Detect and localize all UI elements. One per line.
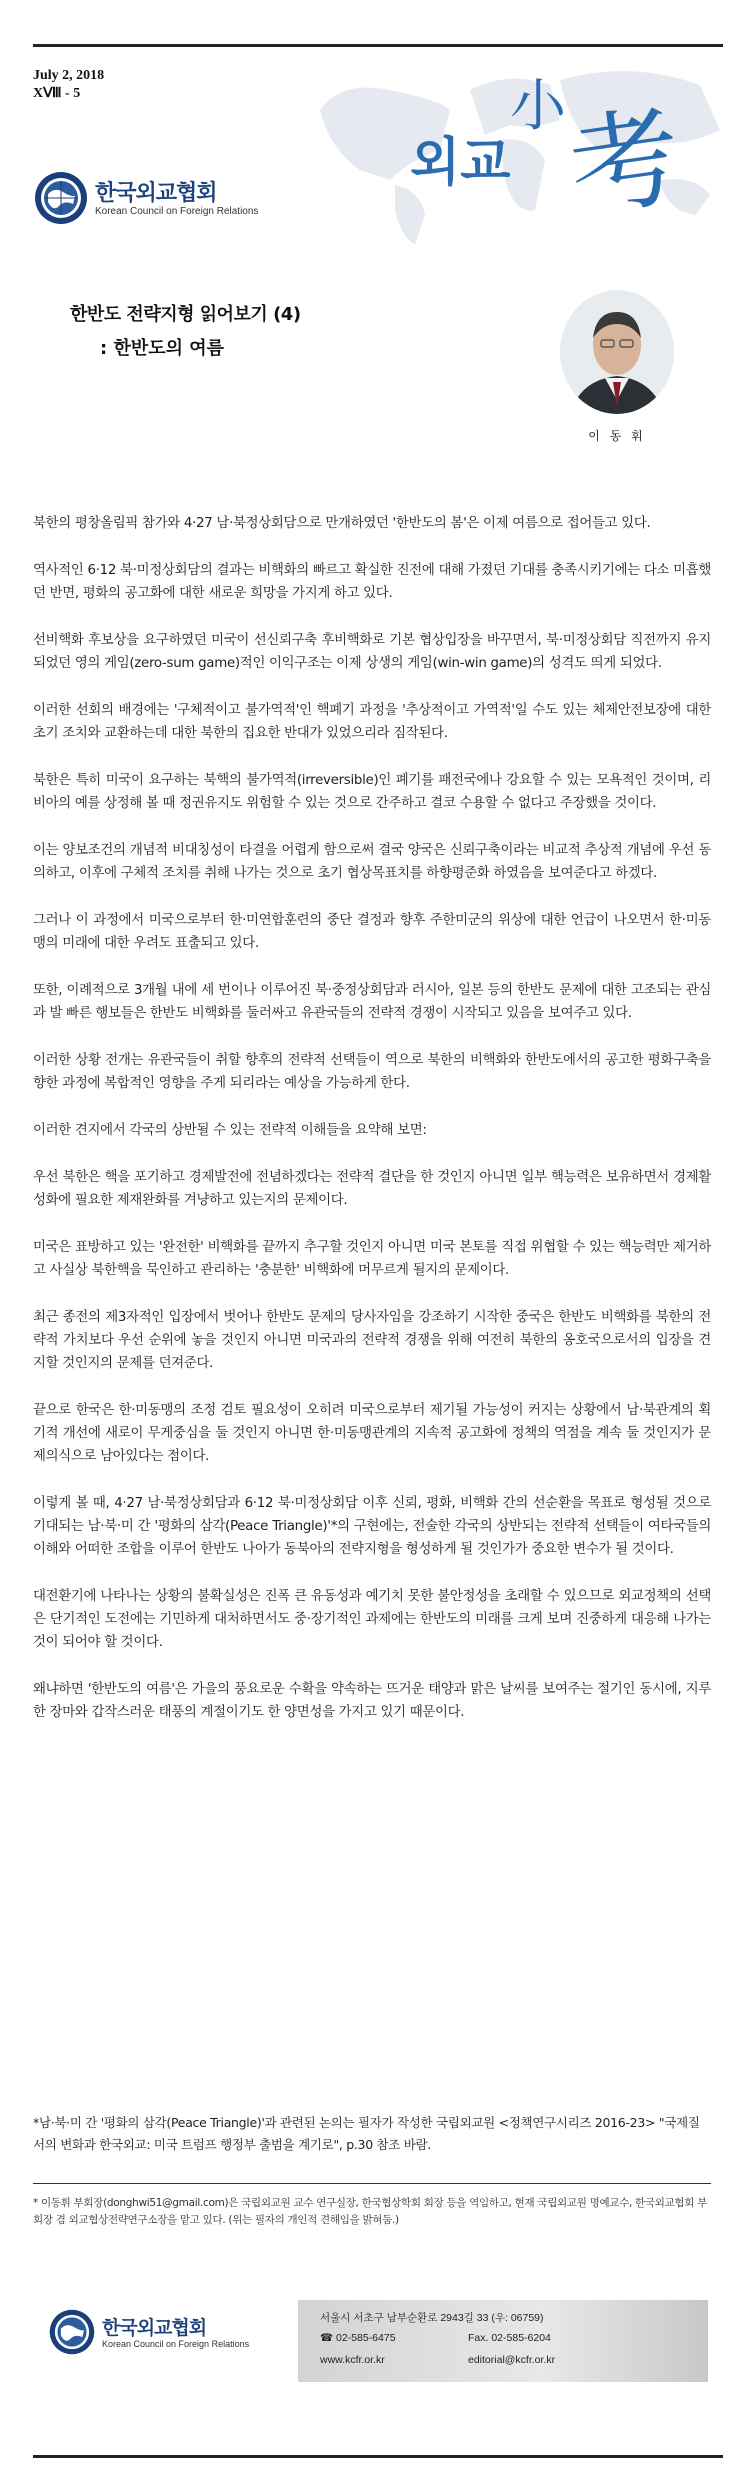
footer-website-link[interactable]: www.kcfr.or.kr: [320, 2354, 385, 2366]
author-portrait: [560, 290, 674, 414]
body-paragraph: 그러나 이 과정에서 미국으로부터 한·미연합훈련의 중단 결정과 향후 주한미군의 위상에 대한 언급이 나오면서 한·미동맹의 미래에 대한 우려도 표출되고 있다.: [33, 913, 711, 951]
body-paragraph: 최근 종전의 제3자적인 입장에서 벗어나 한반도 문제의 당사자임을 강조하기 시작한 중국은 한반도 비핵화를 북한의 전략적 가치보다 우선 순위에 놓을 것인지 아니면 미국과의 전략적 경쟁을 위해 여전히 북한의 옹호국으로서의 입장을 견지할 것인지의 문제를 던져준다.: [33, 1310, 711, 1371]
body-paragraph: 이러한 선회의 배경에는 '구체적이고 불가역적'인 핵폐기 과정을 '추상적이고 가역적'일 수도 있는 체제안전보장에 대한 초기 조치와 교환하는데 대한 북한의 집요한 반대가 있었으리라 짐작된다.: [33, 703, 711, 741]
body-paragraph: 북한은 특히 미국이 요구하는 북핵의 불가역적(irreversible)인 폐기를 패전국에나 강요할 수 있는 모욕적인 것이며, 리비아의 예를 상정해 볼 때 정권유지도 위험할 수 있는 것으로 간주하고 결코 수용할 수 없다고 주장했을 것이다.: [33, 773, 711, 811]
article-title-line1: 한반도 전략지형 읽어보기 (4): [70, 304, 301, 325]
footer-contact-box: [298, 2300, 708, 2382]
footer-tel: ☎ 02-585-6475: [320, 2332, 396, 2344]
author-photo: [560, 290, 674, 414]
banner-korean-label: 외교: [410, 133, 511, 193]
body-paragraph: 역사적인 6·12 북·미정상회담의 결과는 비핵화의 빠르고 확실한 진전에 대해 가졌던 기대를 충족시키기에는 다소 미흡했던 반면, 평화의 공고화에 대한 새로운 희망을 가지게 하고 있다.: [33, 563, 711, 601]
body-paragraph: 이러한 상황 전개는 유관국들이 취할 향후의 전략적 선택들이 역으로 북한의 비핵화와 한반도에서의 공고한 평화구축을 향한 과정에 복합적인 영향을 주게 되리라는 예상을 가능하게 한다.: [33, 1053, 711, 1091]
body-paragraph: 북한의 평창올림픽 참가와 4·27 남·북정상회담으로 만개하였던 '한반도의 봄'은 이제 여름으로 접어들고 있다.: [33, 516, 651, 531]
article-title-line2: : 한반도의 여름: [100, 338, 225, 359]
banner-small-calligraphy: 小: [510, 74, 566, 139]
banner-kao-calligraphy: 考: [561, 91, 689, 234]
org-logo: [33, 170, 293, 230]
body-paragraph: 우선 북한은 핵을 포기하고 경제발전에 전념하겠다는 전략적 결단을 한 것인지 아니면 일부 핵능력은 보유하면서 경제활성화에 필요한 제재완화를 겨냥하고 있는지의 문제이다.: [33, 1170, 711, 1208]
body-paragraph: 또한, 이례적으로 3개월 내에 세 번이나 이루어진 북·중정상회담과 러시아, 일본 등의 한반도 문제에 대한 고조되는 관심과 발 빠른 행보들은 한반도 비핵화를 둘러싸고 유관국들의 전략적 경쟁이 시작되고 있음을 보여주고 있다.: [33, 983, 711, 1021]
article-title: [70, 300, 530, 360]
footer-globe-emblem-icon: [48, 2308, 96, 2356]
world-map-background: [300, 40, 744, 255]
org-name-korean: 한국외교협회: [95, 181, 217, 206]
footer-email-link[interactable]: editorial@kcfr.or.kr: [468, 2354, 556, 2366]
footer-org-logo: [48, 2308, 308, 2368]
article-body: [33, 512, 711, 1748]
author-bio: * 이동휘 부회장(donghwi51@gmail.com)은 국립외교원 교수 연구실장, 한국협상학회 회장 등을 역임하고, 현재 국립외교원 명예교수, 한국외교협회 부회장 겸 외교협상전략연구소장을 맡고 있다. (위는 필자의 개인적 견해임을 밝혀둠.): [33, 2197, 707, 2226]
bottom-rule: [33, 2455, 723, 2458]
footer-address: 서울시 서초구 남부순환로 2943길 33 (우: 06759): [320, 2312, 544, 2324]
org-name-english: Korean Council on Foreign Relations: [95, 206, 259, 217]
body-paragraph: 끝으로 한국은 한·미동맹의 조정 검토 필요성이 오히려 미국으로부터 제기될 가능성이 커지는 상황에서 남·북관계의 획기적 개선에 새로이 무게중심을 둘 것인지 아니면 한·미동맹관계의 지속적 공고화에 정책의 역점을 계속 둘 것인지가 문제의식으로 남아있다는 점이다.: [33, 1403, 711, 1464]
footer-org-name-english: Korean Council on Foreign Relations: [102, 2339, 250, 2349]
footer-org-name-korean: 한국외교협회: [102, 2317, 207, 2339]
body-paragraph: 이렇게 볼 때, 4·27 남·북정상회담과 6·12 북·미정상회담 이후 신뢰, 평화, 비핵화 간의 선순환을 목표로 형성될 것으로 기대되는 남·북·미 간 '평화의 삼각(Peace Triangle)'*의 구현에는, 전술한 각국의 상반되는 전략적 선택들이 여타국들의 이해와 어떠한 조합을 이루어 한반도 나아가 동북아의 전략지형을 형성하게 될 것인가가 중요한 변수가 될 것이다.: [33, 1496, 711, 1557]
issue-date: July 2, 2018: [33, 68, 105, 83]
globe-emblem-icon: [33, 170, 89, 226]
body-paragraph: 왜냐하면 '한반도의 여름'은 가을의 풍요로운 수확을 약속하는 뜨거운 태양과 맑은 날씨를 보여주는 절기인 동시에, 지루한 장마와 갑작스러운 태풍의 계절이기도 한 양면성을 가지고 있기 때문이다.: [33, 1682, 711, 1720]
body-paragraph: 이러한 견지에서 각국의 상반될 수 있는 전략적 이해들을 요약해 보면:: [33, 1123, 427, 1138]
author-name: 이 동 휘: [588, 429, 646, 443]
body-paragraph: 이는 양보조건의 개념적 비대칭성이 타결을 어렵게 함으로써 결국 양국은 신뢰구축이라는 비교적 추상적 개념에 우선 동의하고, 이후에 구체적 조치를 취해 나가는 것으로 초기 협상목표치를 하향평준화 하였음을 보여준다고 하겠다.: [33, 843, 711, 881]
body-paragraph: 선비핵화 후보상을 요구하였던 미국이 선신뢰구축 후비핵화로 기본 협상입장을 바꾸면서, 북·미정상회담 직전까지 유지되었던 영의 게임(zero-sum game)적인 이익구조는 이제 상생의 게임(win-win game)의 성격도 띄게 되었다.: [33, 633, 711, 671]
body-paragraph: 대전환기에 나타나는 상황의 불확실성은 진폭 큰 유동성과 예기치 못한 불안정성을 초래할 수 있으므로 외교정책의 선택은 단기적인 도전에는 기민하게 대처하면서도 중·장기적인 과제에는 한반도의 미래를 크게 보며 진중하게 대응해 나가는 것이 되어야 할 것이다.: [33, 1589, 711, 1650]
body-paragraph: 미국은 표방하고 있는 '완전한' 비핵화를 끝까지 추구할 것인지 아니면 미국 본토를 직접 위협할 수 있는 핵능력만 제거하고 사실상 북한핵을 묵인하고 관리하는 '충분한' 비핵화에 머무르게 될지의 문제이다.: [33, 1240, 711, 1278]
footer-fax: Fax. 02-585-6204: [468, 2332, 551, 2344]
footnote: *남·북·미 간 '평화의 삼각(Peace Triangle)'과 관련된 논의는 필자가 작성한 국립외교원 <정책연구시리즈 2016-23> "국제질서의 변화과 한국외교: 미국 트럼프 행정부 출범을 계기로", p.30 참조 바람.: [33, 2115, 700, 2152]
issue-number: XⅧ - 5: [33, 86, 81, 101]
footnote-divider: [33, 2183, 711, 2184]
header-banner: [300, 40, 744, 255]
